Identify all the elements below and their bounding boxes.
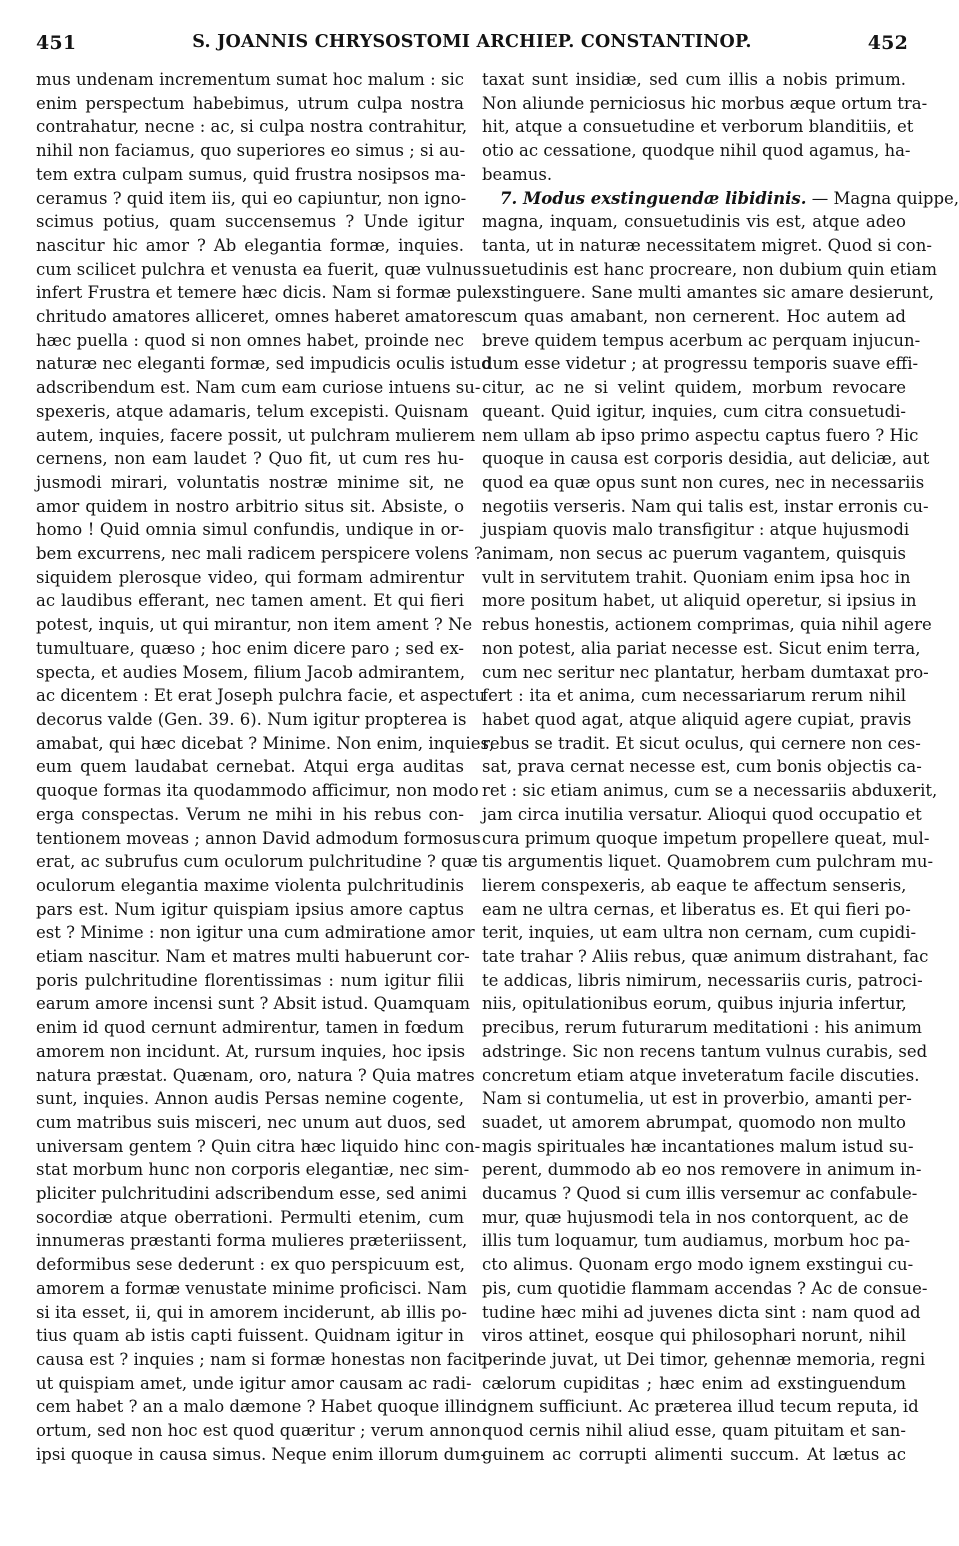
text-line: niis, opitulationibus eorum, quibus injuria infertur,: [482, 994, 907, 1014]
text-line: quoque formas ita quodammodo afficimur, non modo: [36, 781, 479, 801]
text-line: tis argumentis liquet. Quamobrem cum pulchram mu-: [482, 852, 934, 872]
section-heading: 7. Modus exstinguendæ libidinis.: [500, 188, 807, 208]
text-line: chritudo amatores alliceret, omnes haberet amatores: [36, 307, 483, 327]
text-line: more positum habet, ut aliquid operetur, si ipsius in: [482, 591, 917, 611]
text-line: socordiæ atque oberrationi. Permulti etenim, cum: [36, 1207, 464, 1227]
right-column: [482, 68, 959, 1466]
text-line: citur, ac ne si velint quidem, morbum revocare: [482, 378, 906, 398]
text-line: cum scilicet pulchra et venusta ea fuerit, quæ vulnus: [36, 259, 482, 279]
text-line: perent, dummodo ab eo nos removere in animum in-: [482, 1160, 922, 1180]
text-line: rebus se tradit. Et sicut oculus, qui cernere non ces-: [482, 733, 921, 753]
text-line: fert : ita et anima, cum necessariarum rerum nihil: [482, 686, 906, 706]
text-line: vult in servitutem trahit. Quoniam enim ipsa hoc in: [482, 567, 911, 587]
text-line: ipsi quoque in causa simus. Neque enim illorum dum-: [36, 1444, 487, 1464]
text-line: homo ! Quid omnia simul confundis, undique in or-: [36, 520, 464, 540]
text-line: cernens, non eam laudet ? Quo fit, ut cum res hu-: [36, 449, 464, 469]
text-line: suetudinis est hanc procreare, non dubium quin etiam: [482, 259, 937, 279]
text-line: siquidem plerosque video, qui formam admirentur: [36, 567, 464, 587]
section-heading-continuation: — Magna quippe,: [806, 188, 959, 208]
running-title: S. JOANNIS CHRYSOSTOMI ARCHIEP. CONSTANTINOP.: [192, 32, 752, 52]
text-line: oculorum elegantia maxime violenta pulchritudinis: [36, 875, 464, 895]
text-line: terit, inquies, ut eam ultra non cernam, cum cupidi-: [482, 923, 917, 943]
text-line: guinem ac corrupti alimenti succum. At lætus ac: [482, 1444, 906, 1464]
text-line: negotiis verseris. Nam qui talis est, instar erronis cu-: [482, 496, 929, 516]
text-line: innumeras præstanti forma mulieres præteriissent,: [36, 1231, 468, 1251]
text-line: mus undenam incrementum sumat hoc malum : sic: [36, 70, 464, 89]
text-line: tentionem moveas ; annon David admodum formosus: [36, 828, 481, 848]
text-line: jusmodi mirari, voluntatis nostræ minime sit, ne: [36, 472, 464, 492]
text-line: amorem non incidunt. At, rursum inquies, hoc ipsis: [36, 1041, 466, 1061]
text-line: sat, prava cernat necesse est, cum bonis objectis ca-: [482, 757, 922, 777]
text-line: quod ea quæ opus sunt non cures, nec in necessariis: [482, 472, 925, 492]
text-line: hit, atque a consuetudine et verborum blanditiis, et: [482, 117, 914, 137]
text-line: suadet, ut amorem abrumpat, quomodo non multo: [482, 1112, 906, 1132]
text-line: quod cernis nihil aliud esse, quam pituitam et san-: [482, 1421, 906, 1441]
text-line: lierem conspexeris, ab eaque te affectum senseris,: [482, 875, 907, 895]
text-line: deformibus sese dederunt : ex quo perspicuum est,: [36, 1255, 465, 1275]
text-line: animam, non secus ac puerum vagantem, quisquis: [482, 544, 906, 564]
text-line: dum esse videtur ; at progressu temporis suave effi-: [482, 354, 919, 374]
running-header: [36, 26, 908, 56]
text-line: otio ac cessatione, quodque nihil quod agamus, ha-: [482, 141, 911, 161]
page-number-right: 452: [867, 32, 908, 54]
text-line: cum quas amabant, non cernerent. Hoc autem ad: [482, 307, 906, 327]
text-line: tumultuare, quæso ; hoc enim dicere paro ; sed ex-: [36, 638, 464, 658]
text-line: autem, inquies, facere possit, ut pulchram mulierem: [36, 425, 476, 445]
text-line: spexeris, atque adamaris, telum excepisti. Quisnam: [36, 401, 469, 421]
text-line: erat, ac subrufus cum oculorum pulchritudine ? quæ: [36, 852, 478, 872]
text-line: decorus valde (Gen. 39. 6). Num igitur propterea is: [36, 709, 467, 729]
text-line: causa est ? inquies ; nam si formæ honestas non facit: [36, 1349, 484, 1369]
text-line: cælorum cupiditas ; hæc enim ad exstinguendum: [482, 1373, 906, 1393]
text-line: te addicas, libris nimirum, necessariis curis, patroci-: [482, 970, 923, 990]
text-line: ret : sic etiam animus, cum se a necessariis abduxerit,: [482, 781, 938, 801]
text-line: non potest, alia pariat necesse est. Sicut enim terra,: [482, 638, 921, 658]
text-line: cto alimus. Quonam ergo modo ignem exstingui cu-: [482, 1255, 914, 1275]
text-line: stat morbum hunc non corporis elegantiæ, nec sim-: [36, 1160, 470, 1180]
text-line: cum nec seritur nec plantatur, herbam dumtaxat pro-: [482, 662, 929, 682]
text-line: potest, inquis, ut qui mirantur, non item ament ? Ne: [36, 615, 473, 635]
text-line: precibus, rerum futurarum meditationi : his animum: [482, 1018, 922, 1038]
text-line: erga conspectas. Verum ne mihi in his rebus con-: [36, 804, 464, 824]
text-line: tius quam ab istis capti fuissent. Quidnam igitur in: [36, 1326, 464, 1346]
text-line: infert Frustra et temere hæc dicis. Nam si formæ pul-: [36, 283, 489, 303]
text-line: amorem a formæ venustate minime proficisci. Nam: [36, 1278, 468, 1298]
text-line: juspiam quovis malo transfigitur : atque hujusmodi: [482, 520, 910, 540]
text-line: amabat, qui hæc dicebat ? Minime. Non enim, inquies,: [36, 733, 495, 753]
text-line: est ? Minime : non igitur una cum admiratione amor: [36, 923, 475, 943]
text-line: ceramus ? quid item iis, qui eo capiuntur, non igno-: [36, 188, 467, 208]
text-line: earum amore incensi sunt ? Absit istud. Quamquam: [36, 994, 470, 1014]
text-line: adscribendum est. Nam cum eam curiose intuens su-: [36, 378, 481, 398]
text-line: tanta, ut in naturæ necessitatem migret. Quod si con-: [482, 235, 932, 255]
text-line: cem habet ? an a malo dæmone ? Habet quoque illinc: [36, 1397, 486, 1417]
text-line: specta, et audies Mosem, filium Jacob admirantem,: [36, 662, 466, 682]
text-line: si ita esset, ii, qui in amorem inciderunt, ab illis po-: [36, 1302, 467, 1322]
text-line: nem ullam ab ipso primo aspectu captus fuero ? Hic: [482, 425, 919, 445]
text-line: viros attinet, eosque qui philosophari norunt, nihil: [482, 1326, 906, 1346]
section-heading-line: [482, 187, 959, 211]
text-line: jam circa inutilia versatur. Alioqui quod occupatio et: [482, 804, 922, 824]
text-line: taxat sunt insidiæ, sed cum illis a nobis primum.: [482, 70, 906, 89]
text-line: contrahatur, necne : ac, si culpa nostra contrahitur,: [36, 117, 468, 137]
text-line: tem extra culpam sumus, quid frustra nosipsos ma-: [36, 164, 466, 184]
text-line: cura primum quoque impetum propellere queat, mul-: [482, 828, 930, 848]
text-line: Non aliunde perniciosus hic morbus æque ortum tra-: [482, 93, 928, 113]
text-line: eam ne ultra cernas, et liberatus es. Et qui fieri po-: [482, 899, 911, 919]
text-line: tate trahar ? Aliis rebus, quæ animum distrahant, fac: [482, 947, 929, 967]
left-column: [36, 68, 495, 1466]
text-line: ac laudibus efferant, nec tamen ament. Et qui fieri: [36, 591, 464, 611]
text-line: hæc puella : quod si non omnes habet, proinde nec: [36, 330, 464, 350]
text-line: beamus.: [482, 164, 553, 184]
text-line: enim id quod cernunt admirentur, tamen in fœdum: [36, 1018, 464, 1038]
text-line: ducamus ? Quod si cum illis versemur ac confabule-: [482, 1184, 918, 1204]
text-line: scimus potius, quam succensemus ? Unde igitur: [36, 212, 464, 232]
text-line: nihil non faciamus, quo superiores eo simus ; si au-: [36, 141, 466, 161]
text-line: universam gentem ? Quin citra hæc liquido hinc con-: [36, 1136, 481, 1156]
text-line: mur, quæ hujusmodi tela in nos contorquent, ac de: [482, 1207, 909, 1227]
text-line: perinde juvat, ut Dei timor, gehennæ memoria, regni: [482, 1349, 926, 1369]
text-line: illis tum loquamur, tum audiamus, morbum hoc pa-: [482, 1231, 911, 1251]
page-number-left: 451: [36, 32, 77, 54]
text-line: magis spirituales hæ incantationes malum istud su-: [482, 1136, 914, 1156]
text-line: magna, inquam, consuetudinis vis est, atque adeo: [482, 212, 906, 232]
text-line: Nam si contumelia, ut est in proverbio, amanti per-: [482, 1089, 912, 1109]
text-line: quoque in causa est corporis desidia, aut deliciæ, aut: [482, 449, 930, 469]
text-line: etiam nascitur. Nam et matres multi habuerunt cor-: [36, 947, 470, 967]
text-line: queant. Quid igitur, inquies, cum citra consuetudi-: [482, 401, 906, 421]
text-line: exstinguere. Sane multi amantes sic amare desierunt,: [482, 283, 935, 303]
text-line: ignem sufficiunt. Ac præterea illud tecum reputa, id: [482, 1397, 919, 1417]
text-line: natura præstat. Quænam, oro, natura ? Quia matres: [36, 1065, 475, 1085]
text-line: rebus honestis, actionem comprimas, quia nihil agere: [482, 615, 932, 635]
text-line: poris pulchritudine florentissimas : num igitur filii: [36, 970, 464, 990]
text-line: pars est. Num igitur quispiam ipsius amore captus: [36, 899, 464, 919]
text-line: adstringe. Sic non recens tantum vulnus curabis, sed: [482, 1041, 928, 1061]
text-line: breve quidem tempus acerbum ac perquam injucun-: [482, 330, 921, 350]
text-line: sunt, inquies. Annon audis Persas nemine cogente,: [36, 1089, 464, 1109]
text-line: naturæ nec eleganti formæ, sed impudicis oculis istud: [36, 354, 492, 374]
text-line: pis, cum quotidie flammam accendas ? Ac de consue-: [482, 1278, 928, 1298]
text-line: habet quod agat, atque aliquid agere cupiat, pravis: [482, 709, 912, 729]
text-line: amor quidem in nostro arbitrio situs sit. Absiste, o: [36, 496, 464, 516]
text-line: cum matribus suis misceri, nec unum aut duos, sed: [36, 1112, 466, 1132]
text-line: ortum, sed non hoc est quod quæritur ; verum annon: [36, 1421, 481, 1441]
text-line: enim perspectum habebimus, utrum culpa nostra: [36, 93, 464, 113]
text-line: ut quispiam amet, unde igitur amor causam ac radi-: [36, 1373, 472, 1393]
text-line: eum quem laudabat cernebat. Atqui erga auditas: [36, 757, 464, 777]
text-line: pliciter pulchritudini adscribendum esse, sed animi: [36, 1184, 467, 1204]
text-line: bem excurrens, nec mali radicem perspicere volens ?: [36, 544, 483, 564]
text-line: ac dicentem : Et erat Joseph pulchra facie, et aspectu: [36, 686, 486, 706]
text-line: concretum etiam atque inveteratum facile discuties.: [482, 1065, 920, 1085]
text-line: nascitur hic amor ? Ab elegantia formæ, inquies.: [36, 235, 464, 255]
text-line: tudine hæc mihi ad juvenes dicta sint : nam quod ad: [482, 1302, 921, 1322]
